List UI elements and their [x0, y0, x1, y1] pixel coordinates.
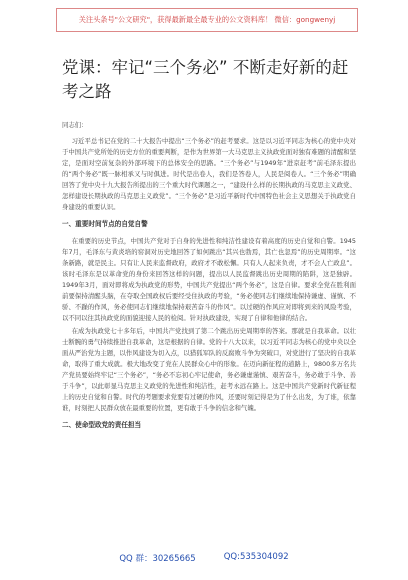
greeting: 同志们：: [62, 121, 88, 129]
document-body: [62, 120, 356, 437]
section1-paragraph-2: 在成为执政党七十多年后，中国共产党找到了第二个跳出历史周期率的答案。那就是自我革命。以壮士断腕的勇气持续推进自我革命，这是根据的自律。党的十八大以来，以习近平同志为核心的党中央以全面从严治党为主题，以作风建设为切入点，以猎狐军队的反腐败斗争为突破口，对党进行了坚决的自我革命，取得了重大成就。极大地改变了党在人民群众心中的形象。在迈向新征程的道路上，9800多万名共产党员要始终牢记“三个务必”，“务必不忘初心牢记使命，务必谦虚谨慎、艰苦奋斗，务必敢于斗争、善于斗争”，以此彰显马克思主义政党的先进性和纯洁性，赶考永远在路上。这是中国共产党新时代新征程上的历史自觉和自警。时代的考题要求党要有过硬的作风，还要时刻记得是为了什么出发，为了谁，依靠谁，时刻把人民群众放在最重要的位置，更有敢于斗争的信念和气魄。: [62, 327, 356, 412]
section1-paragraph-1: 在重要的历史节点，中国共产党对于自身的先进性和纯洁性建设有着高度的历史自觉和自警。1945年7月，毛泽东与黄炎培的窑洞对历史地回答了如何跳出“其兴也勃焉，其亡也忽焉”的历史周期率。“这条新路，就是民主。只有让人民来监督政府，政府才不敢松懈。只有人人起来负责，才不会人亡政息”。该时毛泽东是以革命党的身份来回答这样的问题，提出以人民监督跳出历史周期的陷阱，这是独辟。1949年3月，面对即将成为执政党的形势，中国共产党提出“两个务必”，这是自律。要求全党在胜利面前要保持清醒头脑，在夺取全国政权后要经受住执政的考验，“务必使同志们继续地保持谦虚、谨慎、不骄、不躁的作风，务必使同志们继续地保持艰苦奋斗的作风”。以过硬的作风应对即将到来的风险考验，以不同以往其执政党的面貌迎接人民的检阅。针对执政建设，实现了自律和他律的结合。: [62, 237, 356, 322]
qq-number: QQ:535304092: [223, 552, 289, 562]
promo-banner: [56, 8, 358, 32]
promo-banner-text: 关注头条号"公文研究"，获得最新最全最专业的公文资料库！ 微信：gongwenyj: [78, 15, 336, 24]
contact-footer: [0, 552, 408, 570]
section-heading-2: 二、使命型政党的责任担当: [62, 421, 142, 429]
section-heading-1: 一、重要时间节点的自觉自警: [62, 220, 148, 228]
qq-group-number: QQ 群：30265665: [119, 554, 196, 564]
intro-paragraph: 习近平总书记在党的二十大报告中提出“三个务必”的赶考要求。这是以习近平同志为核心的党中央对于中国共产党所处的历史方位的重要判断，是作为世界第一大马克思主义执政党面对独有难题的清醒和坚定，是面对空前复杂的外部环境下的总体安全的思路。“三个务必”与1949年“进京赶考”前毛泽东提出的“两个务必”既一脉相承又与时俱进。时代是出卷人，我们是答卷人，人民是阅卷人。“三个务必”明确回答了党中央十九大报告所提出的三个重大时代课题之一，“建设什么样的长期执政的马克思主义政党、怎样建设长期执政的马克思主义政党”。“三个务必”是习近平新时代中国特色社会主义思想关于执政党自身建设的重要认识。: [62, 137, 356, 211]
document-title: 党课：牢记“三个务必” 不断走好新的赶考之路: [62, 58, 349, 101]
